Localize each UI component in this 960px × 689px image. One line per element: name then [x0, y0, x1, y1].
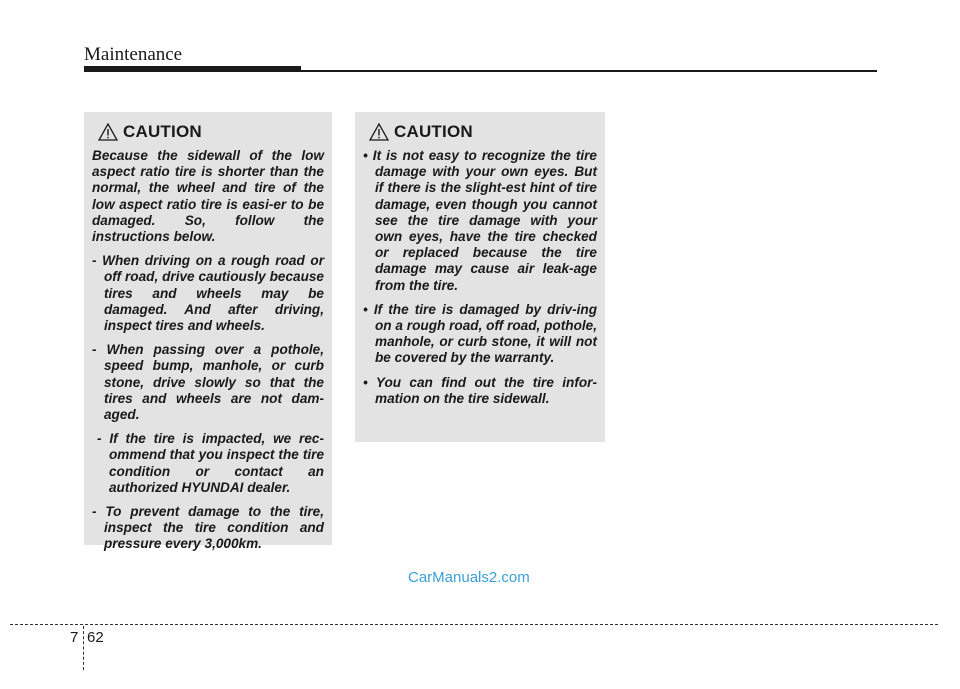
warning-triangle-icon [369, 123, 389, 141]
header-rule-thick [84, 66, 301, 72]
caution-item: - When passing over a pothole, speed bump, manhole, or curb stone, drive slowly so that the tires and wheels are not dam-aged. [92, 342, 324, 423]
caution-header [92, 122, 324, 142]
footer-divider [83, 626, 84, 670]
caution-item: - If the tire is impacted, we rec-ommend that you inspect the tire condition or contact an authorized HYUNDAI dealer. [97, 431, 324, 495]
caution-bullet: • You can find out the tire infor-mation on the tire sidewall. [363, 374, 597, 406]
watermark-link[interactable]: CarManuals2.com [408, 569, 530, 586]
caution-box-right [355, 112, 605, 442]
footer-rule [10, 624, 938, 625]
caution-item: - To prevent damage to the tire, inspect the tire condition and pressure every 3,000km. [92, 504, 324, 552]
caution-intro: Because the sidewall of the low aspect ratio tire is shorter than the normal, the wheel and tire of the low aspect ratio tire is easi-er to be damaged. So, follow the instructions below. [92, 148, 324, 245]
caution-item: - When driving on a rough road or off road, drive cautiously because tires and wheels may be damaged. And after driving, inspect tires and wheels. [92, 253, 324, 334]
header-rule-thin [301, 70, 877, 72]
caution-title: CAUTION [123, 122, 202, 141]
caution-bullet: • If the tire is damaged by driv-ing on a rough road, off road, pothole, manhole, or curb stone, it will not be covered by the warranty. [363, 301, 597, 366]
chapter-number: 7 [70, 629, 79, 646]
caution-header [363, 122, 597, 142]
page-number: 62 [87, 629, 104, 646]
caution-title: CAUTION [394, 122, 473, 141]
caution-bullet: • It is not easy to recognize the tire damage with your own eyes. But if there is the slight-est hint of tire damage, even though you cannot see the tire damage with your own eyes, have the tire checked or replaced because the tire damage may cause air leak-age from the tire. [363, 148, 597, 293]
warning-triangle-icon [98, 123, 118, 141]
section-title: Maintenance [84, 44, 183, 65]
caution-box-left [84, 112, 332, 552]
